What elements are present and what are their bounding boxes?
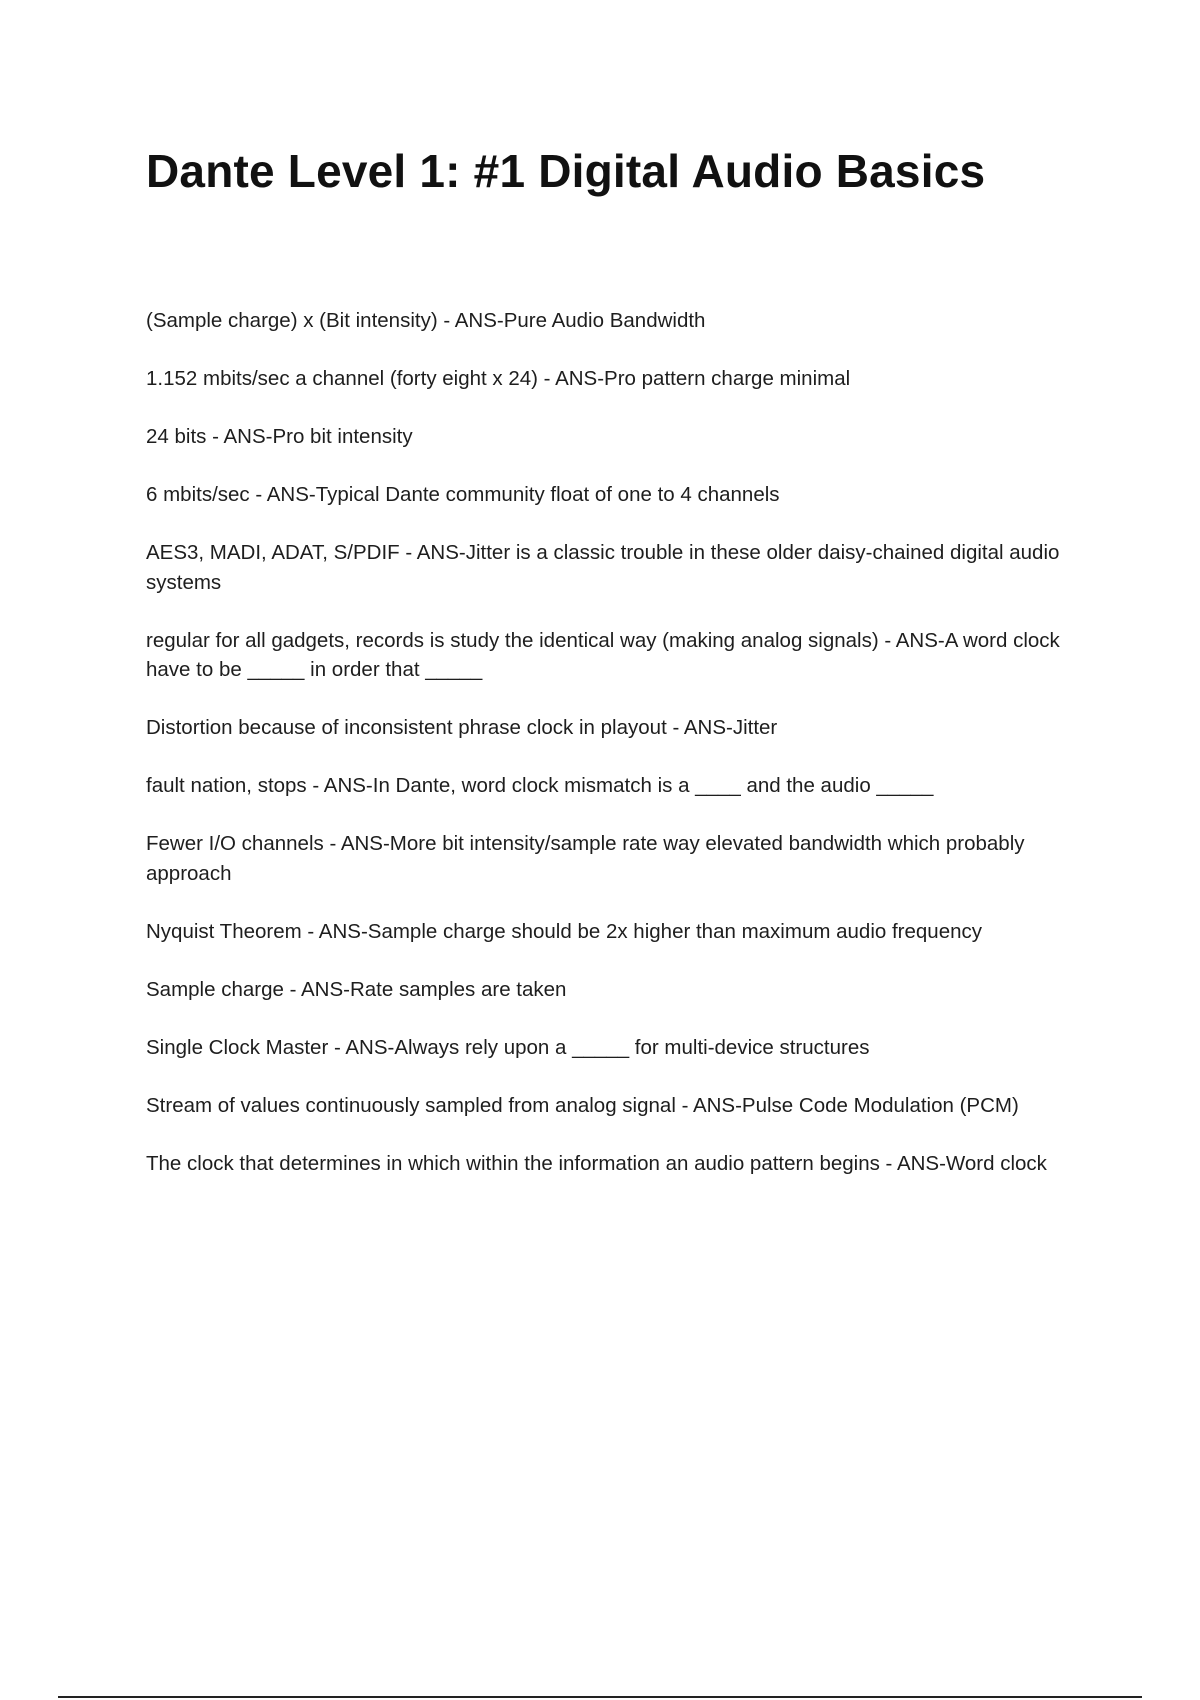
flashcard-entry: Distortion because of inconsistent phrase clock in playout - ANS-Jitter (146, 716, 778, 739)
flashcard-list (146, 306, 1086, 1207)
flashcard-entry: Sample charge - ANS-Rate samples are taken (146, 977, 567, 1001)
flashcard-entry: Nyquist Theorem - ANS-Sample charge should be 2x higher than maximum audio frequency (146, 919, 982, 943)
flashcard-entry: 24 bits - ANS-Pro bit intensity (146, 425, 413, 448)
flashcard-entry: The clock that determines in which within the information an audio pattern begins - ANS-Word clock (146, 1151, 1047, 1175)
flashcard-entry: Single Clock Master - ANS-Always rely upon a _____ for multi-device structures (146, 1035, 870, 1059)
flashcard-entry: AES3, MADI, ADAT, S/PDIF - ANS-Jitter is a classic trouble in these older daisy-chained digital audio systems (146, 541, 1060, 594)
footer-divider (58, 1696, 1142, 1698)
document-title: Dante Level 1: #1 Digital Audio Basics (146, 145, 986, 197)
flashcard-entry: regular for all gadgets, records is study the identical way (making analog signals) - ANS-A word clock have to be _____ in order that _____ (146, 628, 1060, 681)
flashcard-entry: (Sample charge) x (Bit intensity) - ANS-Pure Audio Bandwidth (146, 309, 706, 332)
flashcard-entry: 6 mbits/sec - ANS-Typical Dante community float of one to 4 channels (146, 483, 780, 506)
flashcard-entry: Fewer I/O channels - ANS-More bit intensity/sample rate way elevated bandwidth which probably approach (146, 832, 1025, 885)
flashcard-entry: Stream of values continuously sampled from analog signal - ANS-Pulse Code Modulation (PCM) (146, 1093, 1019, 1117)
flashcard-entry: 1.152 mbits/sec a channel (forty eight x 24) - ANS-Pro pattern charge minimal (146, 367, 851, 390)
flashcard-entry: fault nation, stops - ANS-In Dante, word clock mismatch is a ____ and the audio _____ (146, 774, 934, 797)
